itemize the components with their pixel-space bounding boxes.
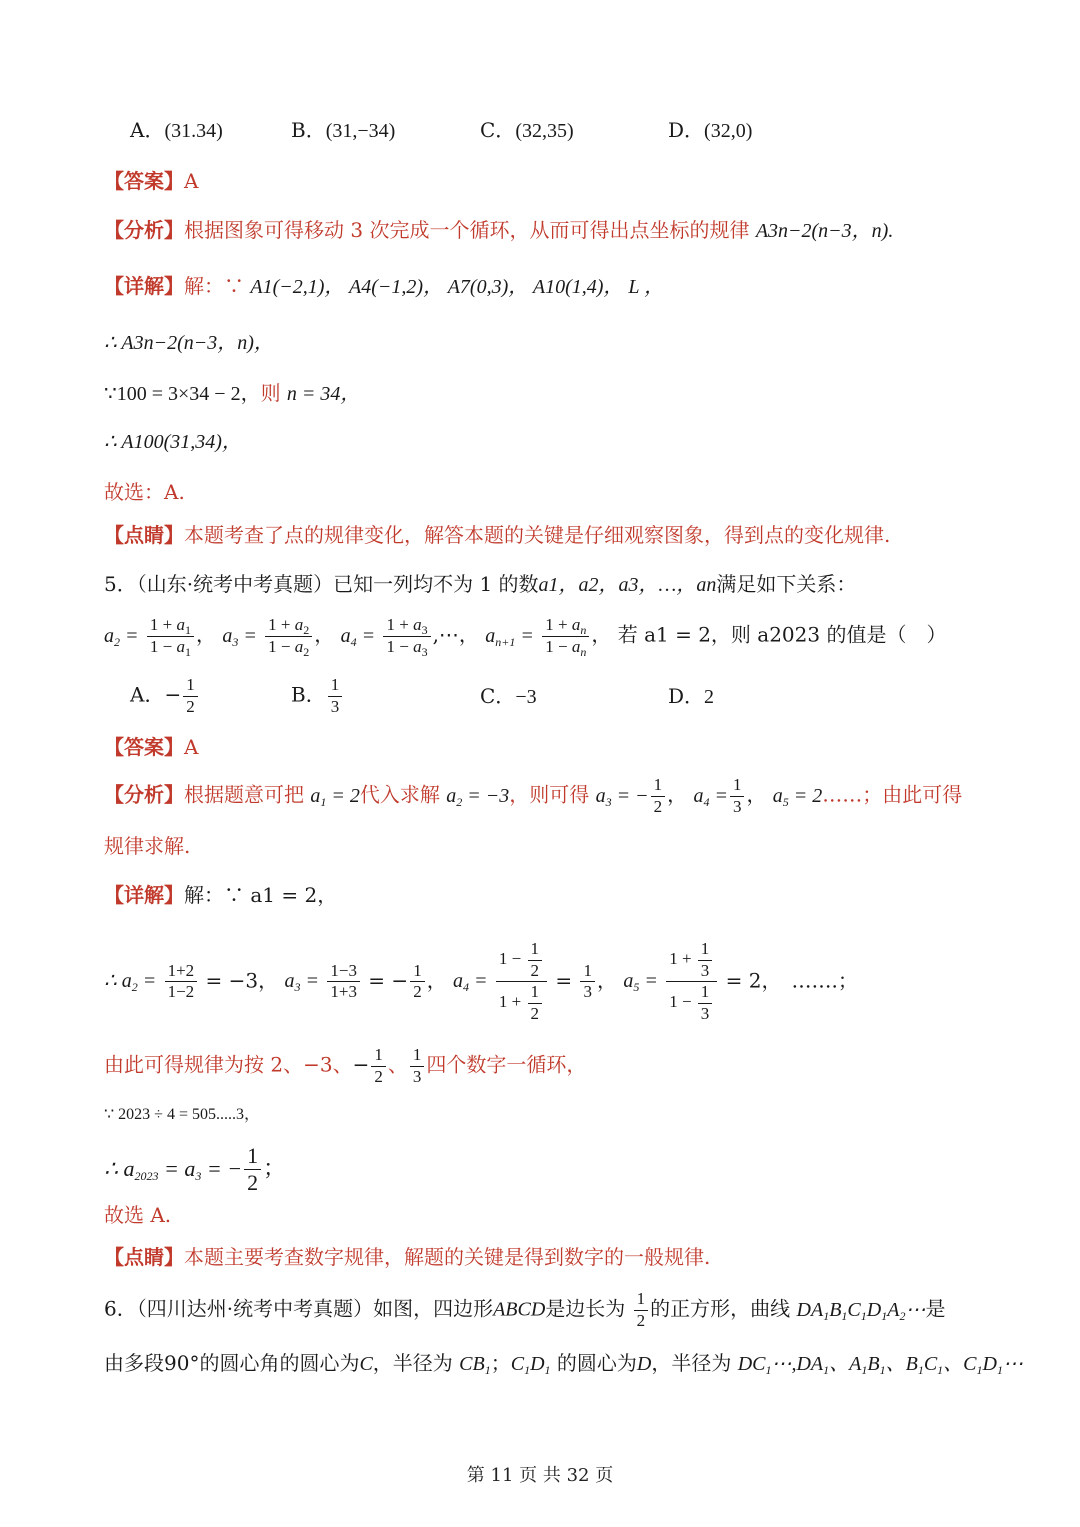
q5-option-a: A．− $\frac{1}{2}$ — [130, 676, 200, 716]
q4-detail: 【详解】解：∵ A1(−2,1)， A4(−1,2)， A7(0,3)， A10(1,4)， L ， — [104, 274, 665, 298]
q5-analysis: 【分析】根据题意可把 $a_1 = 2$代入求解 $a_2 = -3$，则可得 $a_3$ = − $\frac{1}{2}$ ， $a_4$ = $\frac{1}{3}$ ， $a_5$ = 2……；由此可得 — [104, 775, 963, 816]
q6-line1: 6．（四川达州·统考中考真题）如图，四边形ABCD是边长为 $\frac{1}{2}$ 的正方形，曲线 $DA_1B_1C_1D_1A_2\cdots$是 — [104, 1289, 946, 1330]
q5-rule: 由此可得规律为按 2、−3、− $\frac{1}{2}$ 、 $\frac{1}{3}$ 四个数字一循环， — [104, 1045, 587, 1086]
q5-computation: ∴ $a_2$ = $\frac{1+2}{1-2}$ = −3， $a_3$ = $\frac{1-3}{1+3}$ = − $\frac{1}{2}$ ， $a_4$ = 1 − $\frac{1}{2}$ 1 + $\frac{1}{2}$ = $\frac{1}{3}$ ， $a_5$ = 1 + $\frac{1}{3}$ 1 − $\frac{1}{3}$ = 2， …….； — [104, 939, 858, 1024]
q4-detail-points: A1(−2,1)， A4(−1,2)， A7(0,3)， A10(1,4)， L ， — [250, 276, 665, 298]
q4-step2: ∵100 = 3×34 − 2，则 n = 34， — [104, 381, 361, 405]
q4-step3: ∴ A100(31,34)， — [104, 431, 242, 453]
q5-result: ∴ $a_{2023} = a_3$ = − $\frac{1}{2}$ ； — [104, 1143, 286, 1196]
q5-detail: 【详解】解：∵ a1 = 2， — [104, 883, 338, 907]
q4-choose: 故选：A. — [104, 480, 185, 504]
q5-analysis-line2: 规律求解. — [104, 834, 191, 858]
page-footer: 第 11 页 共 32 页 — [466, 1465, 614, 1486]
q5-condition: 若 a1 = 2，则 a2023 的值是（ ） — [617, 622, 947, 647]
q6-line2: 由多段90°的圆心角的圆心为C，半径为 $CB_1$；$C_1D_1$ 的圆心为D，半径为 $DC_1\cdots,DA_1$、$A_1B_1$、$B_1C_1$、$C_1D_1\cdots$ — [104, 1351, 1023, 1377]
q5-comment: 【点睛】本题主要考查数字规律，解题的关键是得到数字的一般规律. — [104, 1245, 711, 1269]
q5-relations: $a_2$ = $\frac{1 + a_1}{1 - a_1}$ ， $a_3$ = $\frac{1 + a_2}{1 - a_2}$ ， $a_4$ = $\frac{1 + a_3}{1 - a_3}$ ,⋯， $a_{n+1}$ = $\frac{1 + a_n}{1 - a_n}$ ， 若 a1 = 2，则 a2023 的值是（ ） — [104, 615, 947, 659]
q4-analysis-formula: A3n−2(n−3，n). — [755, 220, 894, 242]
q5-choose: 故选 A. — [104, 1203, 172, 1227]
q4-option-a: A．(31.34) — [130, 118, 223, 142]
q5-div: ∵ 2023 ÷ 4 = 505.....3， — [104, 1106, 260, 1123]
q5-option-d: D．2 — [668, 684, 715, 708]
q4-option-c: C．(32,35) — [480, 118, 574, 142]
q4-step1: ∴ A3n−2(n−3，n)， — [104, 332, 274, 354]
q4-option-b: B．(31,−34) — [291, 118, 396, 142]
q5-option-c: C．−3 — [480, 684, 537, 708]
q5-answer: 【答案】A — [104, 735, 199, 759]
q5-option-b: B． $\frac{1}{3}$ — [291, 676, 344, 716]
q5-stem: 5．（山东·统考中考真题）已知一列均不为 1 的数a1，a2，a3，…，an满足如下关系： — [104, 572, 857, 596]
q4-comment: 【点睛】本题考查了点的规律变化，解答本题的关键是仔细观察图象，得到点的变化规律. — [104, 523, 891, 547]
q4-answer: 【答案】A — [104, 169, 199, 193]
q4-analysis: 【分析】根据图象可得移动 3 次完成一个循环，从而可得出点坐标的规律 A3n−2(n−3，n). — [104, 218, 894, 242]
q4-option-d: D．(32,0) — [668, 118, 753, 142]
